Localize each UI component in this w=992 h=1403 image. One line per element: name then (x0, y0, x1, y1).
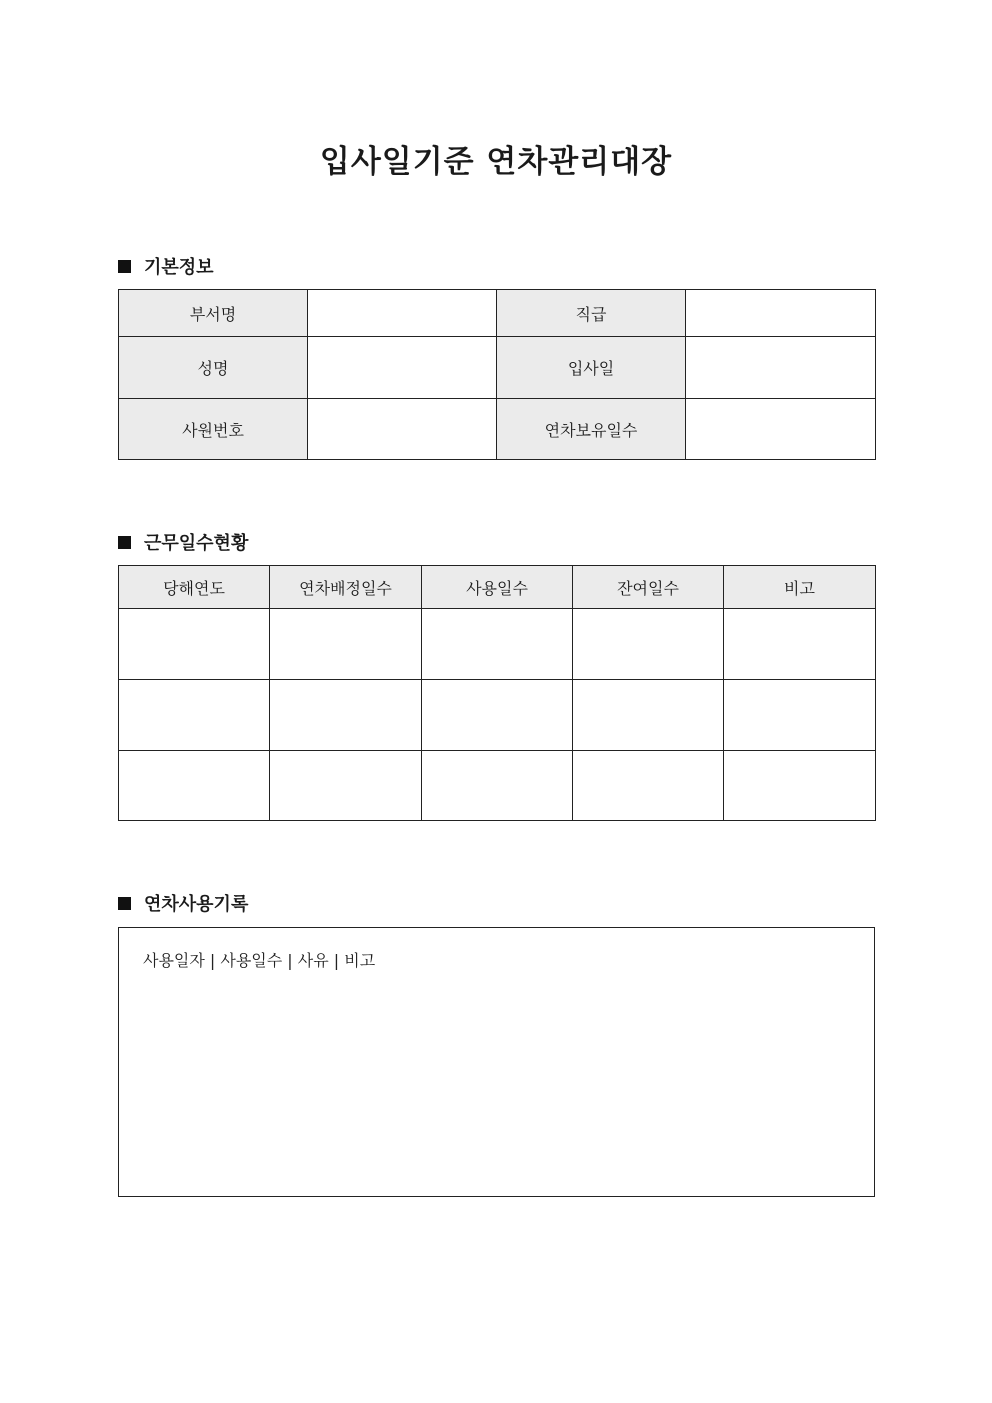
table-row (119, 290, 876, 337)
basic-info-table (118, 289, 876, 460)
label-position: 직급 (497, 290, 686, 337)
name-field[interactable] (308, 337, 497, 399)
label-department: 부서명 (119, 290, 308, 337)
table-cell[interactable] (119, 751, 270, 821)
table-row (119, 609, 876, 680)
label-employee-id: 사원번호 (119, 399, 308, 460)
table-cell[interactable] (573, 680, 724, 751)
table-cell[interactable] (573, 609, 724, 680)
table-cell[interactable] (270, 680, 422, 751)
section-heading-leave-record (118, 890, 248, 916)
table-cell[interactable] (270, 751, 422, 821)
table-cell[interactable] (422, 751, 573, 821)
label-name: 성명 (119, 337, 308, 399)
square-bullet-icon (118, 536, 131, 549)
table-cell[interactable] (119, 680, 270, 751)
page-title: 입사일기준 연차관리대장 (319, 144, 673, 180)
leave-record-box[interactable] (118, 927, 875, 1197)
table-row (119, 337, 876, 399)
section-heading-basic-info (118, 253, 214, 279)
square-bullet-icon (118, 260, 131, 273)
column-header: 당해연도 (119, 566, 270, 609)
table-row (119, 680, 876, 751)
leave-record-header-line: 사용일자 | 사용일수 | 사유 | 비고 (143, 951, 376, 970)
table-cell[interactable] (573, 751, 724, 821)
section-heading-label: 연차사용기록 (144, 894, 249, 915)
employee-id-field[interactable] (308, 399, 497, 460)
section-heading-work-days (118, 529, 248, 555)
table-header-row (119, 566, 876, 609)
hire-date-field[interactable] (686, 337, 876, 399)
square-bullet-icon (118, 897, 131, 910)
label-leave-days-held: 연차보유일수 (497, 399, 686, 460)
table-row (119, 399, 876, 460)
table-cell[interactable] (724, 680, 876, 751)
table-cell[interactable] (724, 609, 876, 680)
label-hire-date: 입사일 (497, 337, 686, 399)
section-heading-label: 기본정보 (144, 257, 214, 278)
table-cell[interactable] (422, 680, 573, 751)
position-field[interactable] (686, 290, 876, 337)
table-cell[interactable] (724, 751, 876, 821)
work-days-table (118, 565, 876, 821)
department-field[interactable] (308, 290, 497, 337)
section-heading-label: 근무일수현황 (144, 533, 249, 554)
column-header: 잔여일수 (573, 566, 724, 609)
leave-days-held-field[interactable] (686, 399, 876, 460)
table-row (119, 751, 876, 821)
column-header: 사용일수 (422, 566, 573, 609)
column-header: 비고 (724, 566, 876, 609)
table-cell[interactable] (119, 609, 270, 680)
column-header: 연차배정일수 (270, 566, 422, 609)
table-cell[interactable] (270, 609, 422, 680)
table-cell[interactable] (422, 609, 573, 680)
